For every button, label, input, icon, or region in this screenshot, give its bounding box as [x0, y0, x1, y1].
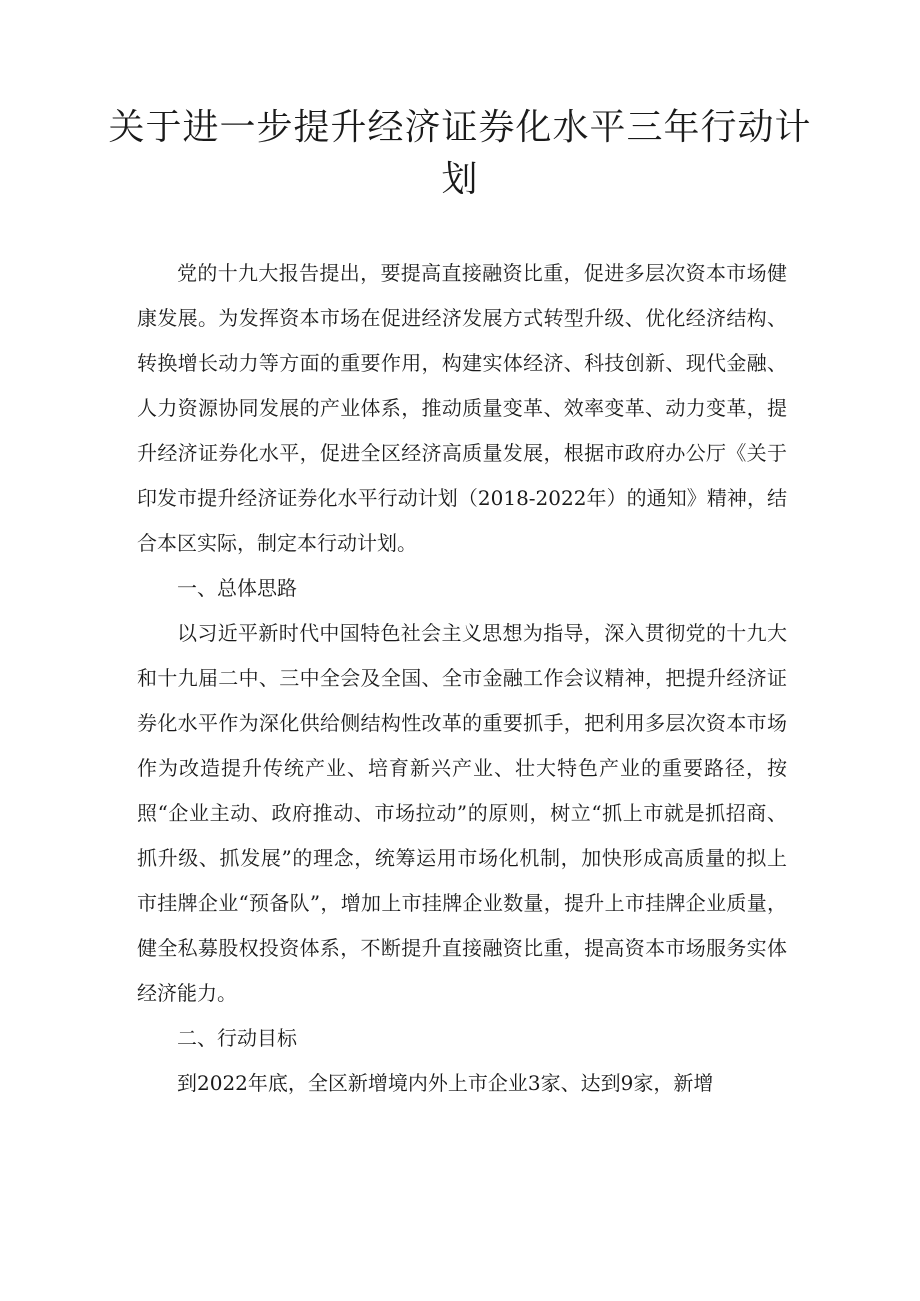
overall-approach-paragraph: 以习近平新时代中国特色社会主义思想为指导，深入贯彻党的十九大和十九届二中、三中全会及全国、全市金融工作会议精神，把提升经济证券化水平作为深化供给侧结构性改革的重要抓手，把利用多层次资本市场作为改造提升传统产业、培育新兴产业、壮大特色产业的重要路径，按照“企业主动、政府推动、市场拉动”的原则，树立“抓上市就是抓招商、抓升级、抓发展”的理念，统筹运用市场化机制，加快形成高质量的拟上市挂牌企业“预备队”，增加上市挂牌企业数量，提升上市挂牌企业质量，健全私募股权投资体系，不断提升直接融资比重，提高资本市场服务实体经济能力。 [137, 621, 787, 1005]
document-title: 关于进一步提升经济证券化水平三年行动计划 [108, 107, 812, 200]
action-goals-paragraph: 到2022年底，全区新增境内外上市企业3家、达到9家，新增 [177, 1071, 714, 1095]
intro-paragraph: 党的十九大报告提出，要提高直接融资比重，促进多层次资本市场健康发展。为发挥资本市场在促进经济发展方式转型升级、优化经济结构、转换增长动力等方面的重要作用，构建实体经济、科技创新、现代金融、人力资源协同发展的产业体系，推动质量变革、效率变革、动力变革，提升经济证券化水平，促进全区经济高质量发展，根据市政府办公厅《关于印发市提升经济证券化水平行动计划（2018-2022年）的通知》精神，结合本区实际，制定本行动计划。 [137, 261, 787, 555]
section-heading-action-goals: 二、行动目标 [177, 1026, 297, 1050]
document-body [137, 251, 787, 1106]
section-heading-overall-approach: 一、总体思路 [177, 576, 297, 600]
